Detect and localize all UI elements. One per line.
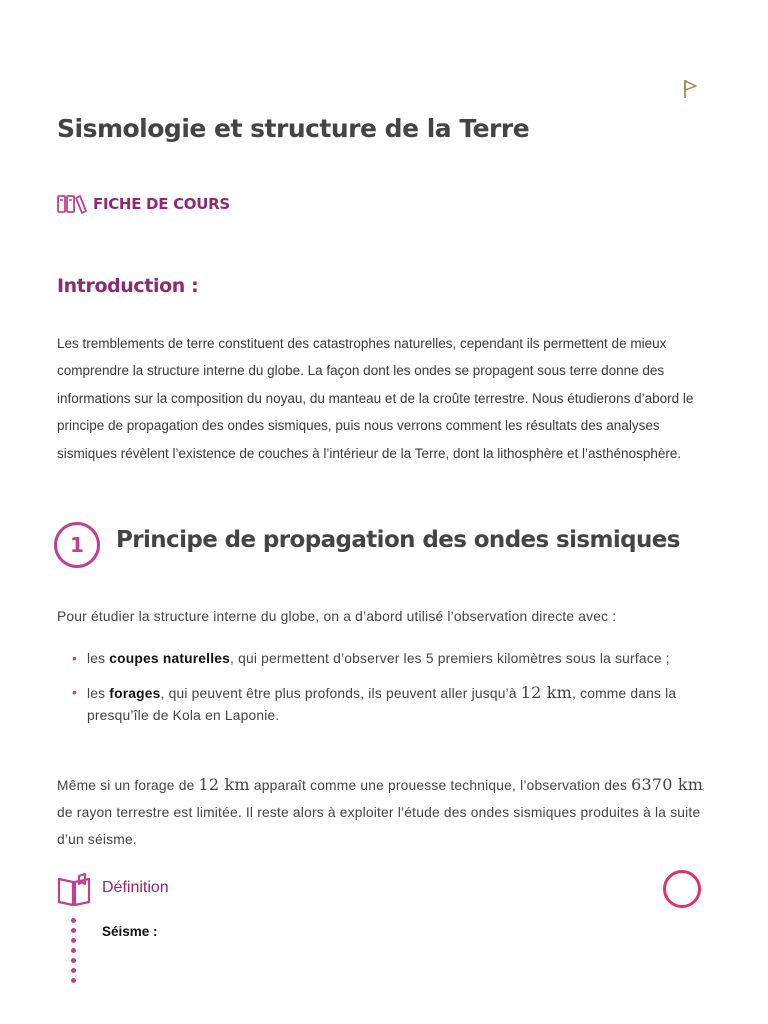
definition-term: Séisme : <box>102 924 158 939</box>
math-value: 12 km <box>198 775 250 794</box>
bullet-icon: • <box>72 651 78 666</box>
list-item: • les coupes naturelles, qui permettent d’observer les 5 premiers kilomètres sous la surface ; <box>57 648 707 670</box>
fiche-de-cours-badge <box>57 194 230 214</box>
fiche-de-cours-label: FICHE DE COURS <box>93 195 230 213</box>
introduction-text: Les tremblements de terre constituent des catastrophes naturelles, cependant ils permettent de mieux comprendre la structure interne du globe. La façon dont les ondes se propagent sous terre donne des informations sur la composition du noyau, du manteau et de la croûte terrestre. Nous étudierons d’abord le principe de propagation des ondes sismiques, puis nous verrons comment les résultats des analyses sismiques révèlent l’existence de couches à l’intérieur de la Terre, dont la lithosphère et l’asthénosphère. <box>57 336 694 461</box>
definition-label: Définition <box>102 879 169 896</box>
section-title: Principe de propagation des ondes sismiques <box>116 527 680 553</box>
section-lead-text: Pour étudier la structure interne du globe, on a d’abord utilisé l’observation directe avec : <box>57 609 617 624</box>
flag-icon[interactable] <box>680 78 700 100</box>
math-value: 6370 km <box>631 775 704 794</box>
observation-list <box>57 648 707 739</box>
list-item: • les forages, qui peuvent être plus profonds, ils peuvent aller jusqu’à 12 km, comme dans la presqu’île de Kola en Laponie. <box>72 683 677 723</box>
section-number-badge: 1 <box>54 522 100 568</box>
definition-dotted-line <box>71 918 77 988</box>
math-value: 12 km <box>520 683 573 702</box>
forage-paragraph: Même si un forage de 12 km apparaît comme une prouesse technique, l’observation des 6370 km de rayon terrestre est limitée. Il reste alors à exploiter l’étude des ondes sismiques produites à la suite d’un séisme. <box>57 775 704 847</box>
term-coupes-naturelles: coupes naturelles <box>109 651 230 666</box>
books-icon <box>57 194 87 214</box>
bullet-icon: • <box>72 685 78 700</box>
open-book-icon <box>56 872 92 908</box>
page-title: Sismologie et structure de la Terre <box>57 114 530 143</box>
introduction-heading: Introduction : <box>57 275 199 297</box>
term-forages: forages <box>109 686 161 701</box>
circle-icon[interactable] <box>663 870 701 908</box>
